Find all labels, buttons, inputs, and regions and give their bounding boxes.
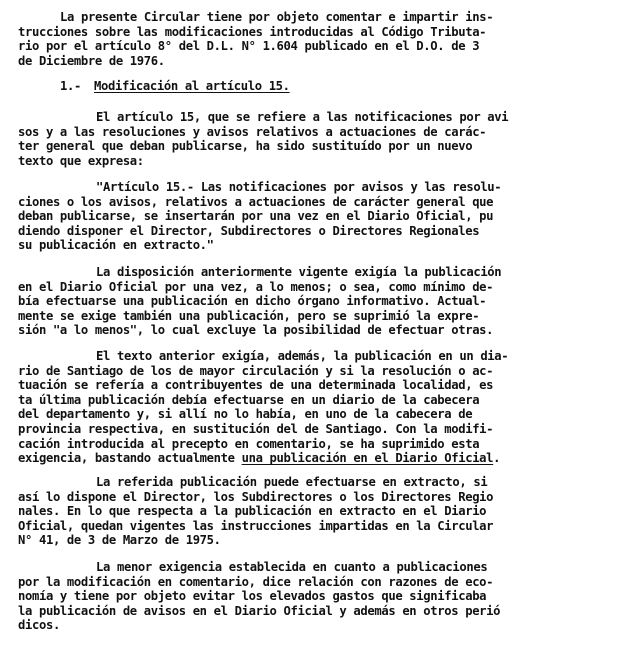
text-line: nomía y tiene por objeto evitar los elevados gastos que significaba — [18, 589, 487, 604]
text-line — [18, 451, 500, 466]
text-line: la publicación de avisos en el Diario Oficial y además en otros perió — [18, 603, 501, 618]
text-line: Oficial, quedan vigentes las instrucciones impartidas en la Circular — [18, 518, 494, 533]
text-line: provincia respectiva, en sustitución del de Santiago. Con la modifi- — [18, 422, 494, 436]
text-line: tuación se refería a contribuyentes de una determinada localidad, es — [18, 378, 494, 393]
text-line: El artículo 15, que se refiere a las notificaciones por avi — [96, 110, 509, 124]
text-line: en el Diario Oficial por una vez, a lo menos; o sea, como mínimo de- — [18, 279, 494, 294]
text-line: La referida publicación puede efectuarse en extracto, si — [96, 475, 488, 489]
text-line: mente se exige también una publicación, pero se suprimió la expre- — [18, 308, 480, 323]
text-line: rio por el artículo 8° del D.L. N° 1.604 publicado en el D.O. de 3 — [18, 39, 480, 54]
text-line: trucciones sobre las modificaciones introducidas al Código Tributa- — [18, 24, 487, 39]
text-line: su publicación en extracto." — [18, 238, 214, 253]
text-line: ciones o los avisos, relativos a actuaciones de carácter general que — [18, 194, 494, 209]
text-line: de Diciembre de 1976. — [18, 53, 165, 68]
text-line: así lo dispone el Director, los Subdirectores o los Directores Regio — [18, 489, 494, 504]
text-span: exigencia, bastando actualmente — [18, 451, 242, 466]
text-span: . — [493, 451, 501, 466]
text-line: N° 41, de 3 de Marzo de 1975. — [18, 533, 221, 548]
text-line: La disposición anteriormente vigente exigía la publicación — [96, 265, 502, 279]
section-number: 1.- — [60, 79, 81, 93]
text-line: "Artículo 15.- Las notificaciones por avisos y las resolu- — [96, 180, 502, 194]
text-line: bía efectuarse una publicación en dicho órgano informativo. Actual- — [18, 294, 487, 309]
text-line: diendo disponer el Director, Subdirectores o Directores Regionales — [18, 223, 480, 238]
text-line: texto que expresa: — [18, 153, 144, 168]
text-line: sión "a lo menos", lo cual excluye la posibilidad de efectuar otras. — [18, 323, 494, 338]
text-line: La presente Circular tiene por objeto comentar e impartir ins- — [60, 10, 494, 24]
text-line: dicos. — [18, 618, 60, 633]
text-line: La menor exigencia establecida en cuanto a publicaciones — [96, 560, 488, 574]
text-line: nales. En lo que respecta a la publicación en extracto en el Diario — [18, 504, 487, 519]
underlined-emphasis: una publicación en el Diario Oficial — [241, 451, 494, 466]
text-line: ta última publicación debía efectuarse en un diario de la cabecera — [18, 392, 480, 407]
text-line: cación introducida al precepto en comentario, se ha suprimido esta — [18, 436, 480, 451]
text-line: del departamento y, si allí no lo había, en uno de la cabecera de — [18, 407, 473, 422]
text-line: El texto anterior exigía, además, la publicación en un dia- — [96, 349, 509, 363]
text-line: sos y a las resoluciones y avisos relativos a actuaciones de carác- — [18, 124, 487, 139]
text-line: ter general que deban publicarse, ha sido sustituído por un nuevo — [18, 139, 473, 154]
text-line: por la modificación en comentario, dice relación con razones de eco- — [18, 574, 494, 589]
section-title: Modificación al artículo 15. — [94, 79, 290, 93]
text-line: rio de Santiago de los de mayor circulación y si la resolución o ac- — [18, 363, 494, 378]
text-line: deban publicarse, se insertarán por una vez en el Diario Oficial, pu — [18, 209, 494, 224]
